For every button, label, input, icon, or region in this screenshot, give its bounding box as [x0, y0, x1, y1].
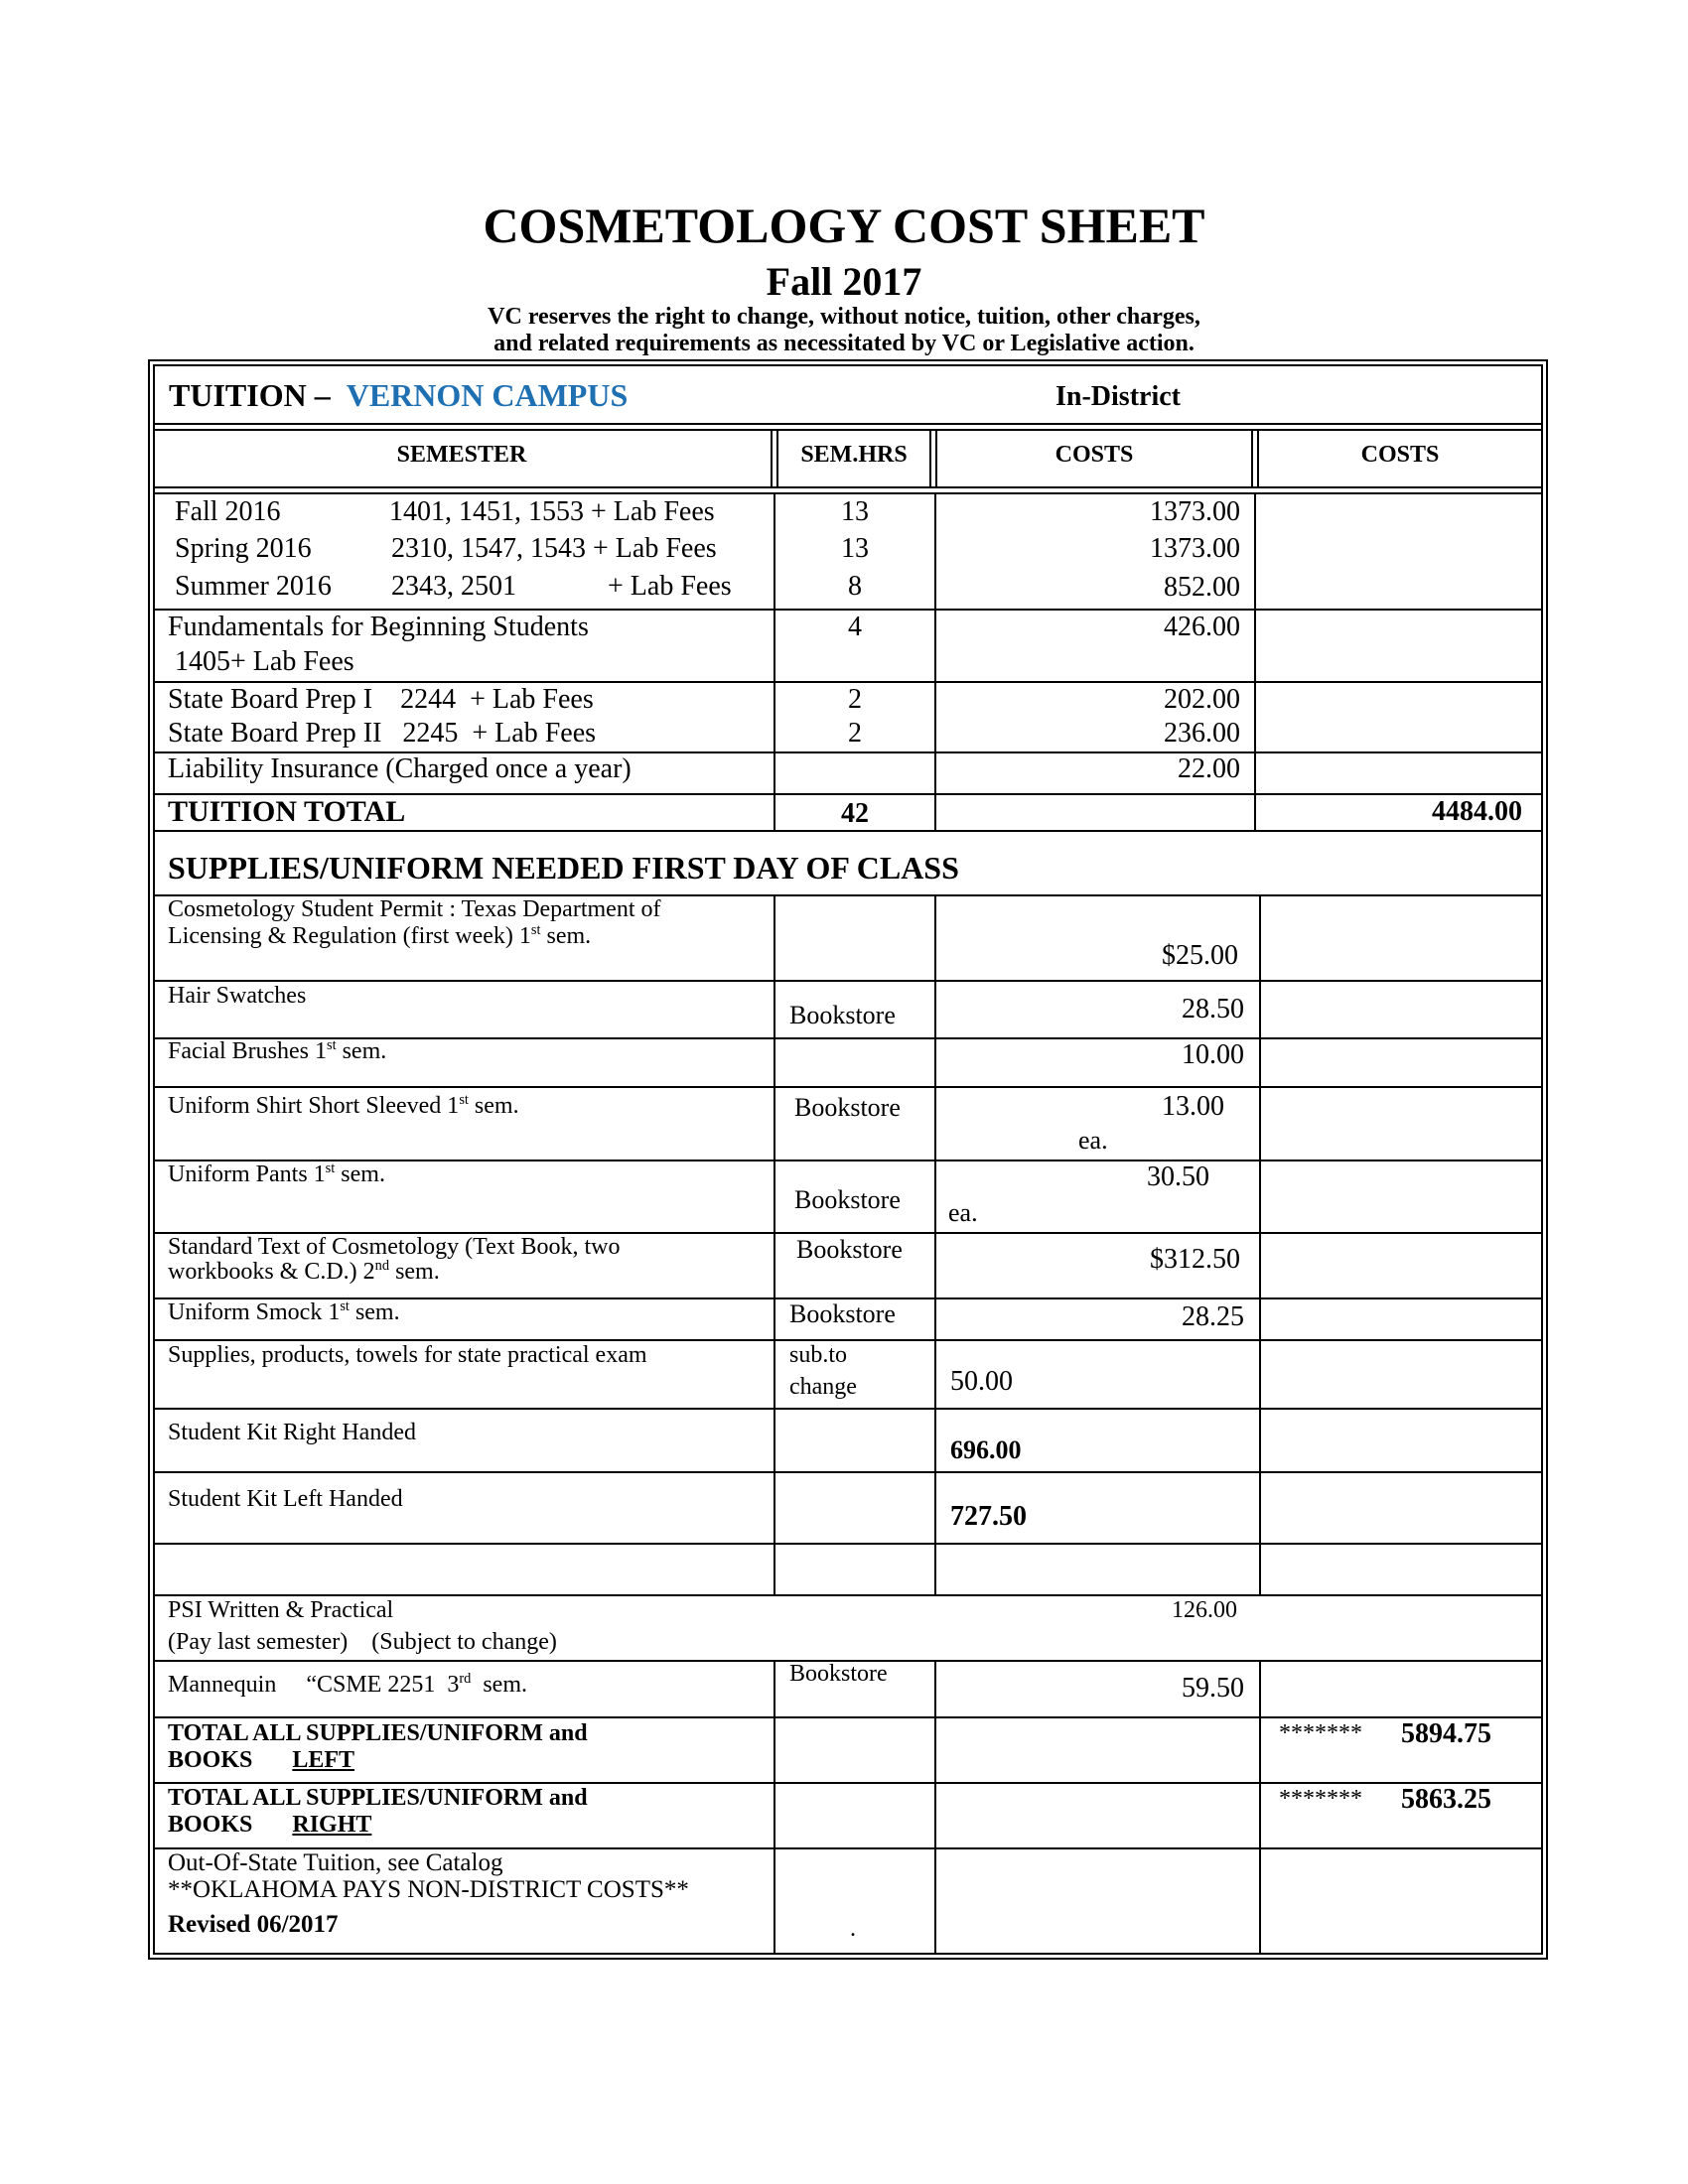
- permit-line-2: Licensing & Regulation (first week) 1st sem.: [168, 922, 592, 949]
- source: Bookstore: [789, 1661, 888, 1687]
- courses: 2343, 2501: [391, 571, 516, 602]
- cost: 426.00: [1164, 612, 1240, 642]
- description-line-1: Fundamentals for Beginning Students: [168, 612, 589, 642]
- sem-hrs: 13: [841, 533, 869, 564]
- col-header-semester: SEMESTER: [396, 442, 527, 468]
- source: Bookstore: [794, 1185, 901, 1214]
- source: Bookstore: [789, 1299, 896, 1328]
- district-label: In-District: [1055, 381, 1181, 412]
- description: Student Kit Right Handed: [168, 1420, 416, 1445]
- total-right-line-2: BOOKS RIGHT: [168, 1812, 372, 1838]
- description-line-2: 1405+ Lab Fees: [175, 646, 354, 677]
- cost: 28.25: [1182, 1301, 1244, 1332]
- campus-name: VERNON CAMPUS: [346, 377, 629, 413]
- col-header-sem-hrs: SEM.HRS: [800, 442, 908, 468]
- total-right-value: 5863.25: [1401, 1784, 1491, 1815]
- cost: 13.00: [1162, 1091, 1224, 1122]
- cost: 10.00: [1182, 1039, 1244, 1070]
- col-header-costs-total: COSTS: [1360, 442, 1440, 468]
- cost: 1373.00: [1150, 533, 1240, 564]
- cost: 852.00: [1164, 572, 1240, 603]
- revised-date: Revised 06/2017: [168, 1911, 339, 1938]
- description: Liability Insurance (Charged once a year): [168, 753, 632, 784]
- term-subtitle: Fall 2017: [766, 259, 922, 304]
- cost: 727.50: [950, 1501, 1027, 1532]
- total-right-line-1: TOTAL ALL SUPPLIES/UNIFORM and: [168, 1785, 588, 1811]
- cost: 126.00: [1172, 1597, 1237, 1623]
- description: Hair Swatches: [168, 983, 307, 1009]
- stars: *******: [1279, 1720, 1362, 1746]
- cost: 30.50: [1147, 1161, 1209, 1192]
- total-hrs: 42: [841, 798, 869, 829]
- description: Uniform Shirt Short Sleeved 1st sem.: [168, 1092, 519, 1119]
- source: Bookstore: [789, 1001, 896, 1029]
- cost: 1373.00: [1150, 496, 1240, 527]
- sem-hrs: 4: [848, 612, 862, 642]
- stars: *******: [1279, 1786, 1362, 1812]
- sbp2: State Board Prep II 2245 + Lab Fees: [168, 718, 597, 749]
- permit-cost: $25.00: [1162, 940, 1238, 971]
- sbp1-hrs: 2: [848, 684, 862, 715]
- description: Supplies, products, towels for state practical exam: [168, 1342, 647, 1368]
- description: Facial Brushes 1st sem.: [168, 1037, 387, 1064]
- psi-line-2: (Pay last semester) (Subject to change): [168, 1629, 557, 1655]
- total-left-line-1: TOTAL ALL SUPPLIES/UNIFORM and: [168, 1720, 588, 1746]
- cost: 28.50: [1182, 994, 1244, 1024]
- permit-line-1: Cosmetology Student Permit : Texas Department of: [168, 896, 661, 922]
- sbp2-cost: 236.00: [1164, 718, 1240, 749]
- description: Mannequin “CSME 2251 3rd sem.: [168, 1671, 527, 1698]
- source-line-1: sub.to: [789, 1342, 848, 1368]
- term: Spring 2016: [175, 533, 312, 564]
- description: Uniform Pants 1st sem.: [168, 1160, 385, 1187]
- each-label: ea.: [1078, 1126, 1108, 1155]
- term: Fall 2016: [175, 496, 281, 527]
- source-line-2: change: [789, 1374, 857, 1400]
- courses-lab-fees: + Lab Fees: [608, 571, 732, 602]
- sem-hrs: 8: [848, 571, 862, 602]
- notice: [0, 304, 1688, 357]
- total-left-value: 5894.75: [1401, 1718, 1491, 1749]
- out-of-state-note: Out-Of-State Tuition, see Catalog: [168, 1849, 503, 1876]
- page-title: COSMETOLOGY COST SHEET: [483, 198, 1205, 253]
- description: Student Kit Left Handed: [168, 1486, 403, 1512]
- term: Summer 2016: [175, 571, 332, 602]
- sbp1-cost: 202.00: [1164, 684, 1240, 715]
- sbp1: State Board Prep I 2244 + Lab Fees: [168, 684, 594, 715]
- notice-line-1: VC reserves the right to change, without notice, tuition, other charges,: [488, 304, 1200, 330]
- total-left-line-2: BOOKS LEFT: [168, 1747, 355, 1773]
- tuition-heading: [169, 377, 628, 414]
- courses: 1401, 1451, 1553 + Lab Fees: [389, 496, 715, 527]
- source: Bookstore: [794, 1093, 901, 1122]
- each-label: ea.: [948, 1198, 978, 1227]
- cost: 59.50: [1182, 1673, 1244, 1704]
- total-cost: 4484.00: [1432, 796, 1522, 827]
- tuition-label: TUITION –: [169, 377, 331, 413]
- cost: 50.00: [950, 1366, 1013, 1397]
- supplies-heading: SUPPLIES/UNIFORM NEEDED FIRST DAY OF CLASS: [168, 850, 959, 886]
- description: Uniform Smock 1st sem.: [168, 1298, 400, 1325]
- cost: 696.00: [950, 1435, 1022, 1464]
- footer-dot: .: [850, 1916, 856, 1942]
- notice-line-2: and related requirements as necessitated by VC or Legislative action.: [493, 331, 1195, 356]
- sbp2-hrs: 2: [848, 718, 862, 749]
- oklahoma-note: **OKLAHOMA PAYS NON-DISTRICT COSTS**: [168, 1876, 689, 1903]
- psi-line-1: PSI Written & Practical: [168, 1597, 394, 1623]
- cost: $312.50: [1150, 1244, 1240, 1275]
- total-label: TUITION TOTAL: [168, 795, 406, 828]
- text-line-1: Standard Text of Cosmetology (Text Book, two: [168, 1234, 621, 1260]
- courses: 2310, 1547, 1543 + Lab Fees: [391, 533, 717, 564]
- text-line-2: workbooks & C.D.) 2nd sem.: [168, 1258, 440, 1285]
- col-header-costs: COSTS: [1055, 442, 1134, 468]
- source: Bookstore: [796, 1235, 903, 1264]
- cost: 22.00: [1178, 753, 1240, 784]
- sem-hrs: 13: [841, 496, 869, 527]
